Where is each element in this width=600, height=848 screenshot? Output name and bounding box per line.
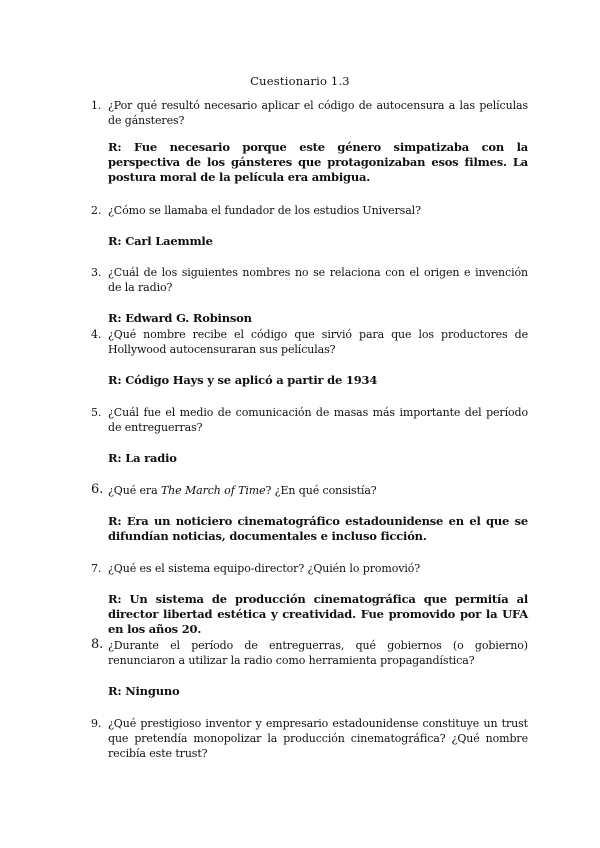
question-text: ¿Cuál fue el medio de comunicación de masas más importante del período de entreguerras? <box>108 406 528 434</box>
question <box>91 483 528 498</box>
film-title: The March of Time <box>160 484 266 497</box>
question-number: 1. <box>91 99 102 112</box>
document-title: Cuestionario 1.3 <box>250 74 350 88</box>
question-item-3 <box>91 265 528 326</box>
question-text: ¿Qué es el sistema equipo-director? ¿Quién lo promovió? <box>108 562 421 575</box>
answer-text: R: Código Hays y se aplicó a partir de 1934 <box>108 373 378 387</box>
question-item-1 <box>91 98 528 185</box>
question-text: ¿Cuál de los siguientes nombres no se relaciona con el origen e invención de la radio? <box>108 266 528 294</box>
question <box>91 203 528 218</box>
question <box>91 98 528 128</box>
question <box>91 327 528 357</box>
question-item-7 <box>91 561 528 637</box>
answer-text: R: Ninguno <box>108 684 180 698</box>
answer-text: R: Fue necesario porque este género simpatizaba con la perspectiva de los gánsteres que protagonizaban esos filmes. La postura moral de la película era ambigua. <box>108 140 528 184</box>
question-item-9 <box>91 716 528 761</box>
question-number: 3. <box>91 266 102 279</box>
question-number: 6. <box>91 482 104 497</box>
question-text: ¿Por qué resultó necesario aplicar el código de autocensura a las películas de gánsteres? <box>108 99 528 127</box>
question-item-8 <box>91 638 528 699</box>
question-number: 9. <box>91 717 102 730</box>
answer-text: R: Edward G. Robinson <box>108 311 252 325</box>
question-text: ¿Qué era The March of Time? ¿En qué consistía? <box>108 484 377 497</box>
question <box>91 561 528 576</box>
question-number: 5. <box>91 406 102 419</box>
question-number: 4. <box>91 328 102 341</box>
answer-text: R: Carl Laemmle <box>108 234 213 248</box>
question-item-2 <box>91 203 528 249</box>
question-item-4 <box>91 327 528 388</box>
question-text: ¿Cómo se llamaba el fundador de los estudios Universal? <box>108 204 421 217</box>
question <box>91 265 528 295</box>
question-number: 2. <box>91 204 102 217</box>
question-number: 8. <box>91 637 104 652</box>
question-text: ¿Durante el período de entreguerras, qué gobiernos (o gobierno) renunciaron a utilizar la radio como herramienta propagandística? <box>108 639 528 667</box>
question <box>91 716 528 761</box>
question <box>91 638 528 668</box>
question-text: ¿Qué prestigioso inventor y empresario estadounidense constituye un trust que pretendía monopolizar la producción cinematográfica? ¿Qué nombre recibía este trust? <box>108 717 528 760</box>
answer-text: R: La radio <box>108 451 177 465</box>
question <box>91 405 528 435</box>
question-item-5 <box>91 405 528 466</box>
question-item-6 <box>91 483 528 544</box>
question-number: 7. <box>91 562 102 575</box>
answer-text: R: Era un noticiero cinematográfico estadounidense en el que se difundían noticias, documentales e incluso ficción. <box>108 514 528 543</box>
question-text: ¿Qué nombre recibe el código que sirvió para que los productores de Hollywood autocensuraran sus películas? <box>108 328 528 356</box>
answer-text: R: Un sistema de producción cinematográfica que permitía al director libertad estética y creatividad. Fue promovido por la UFA en los años 20. <box>108 592 528 636</box>
